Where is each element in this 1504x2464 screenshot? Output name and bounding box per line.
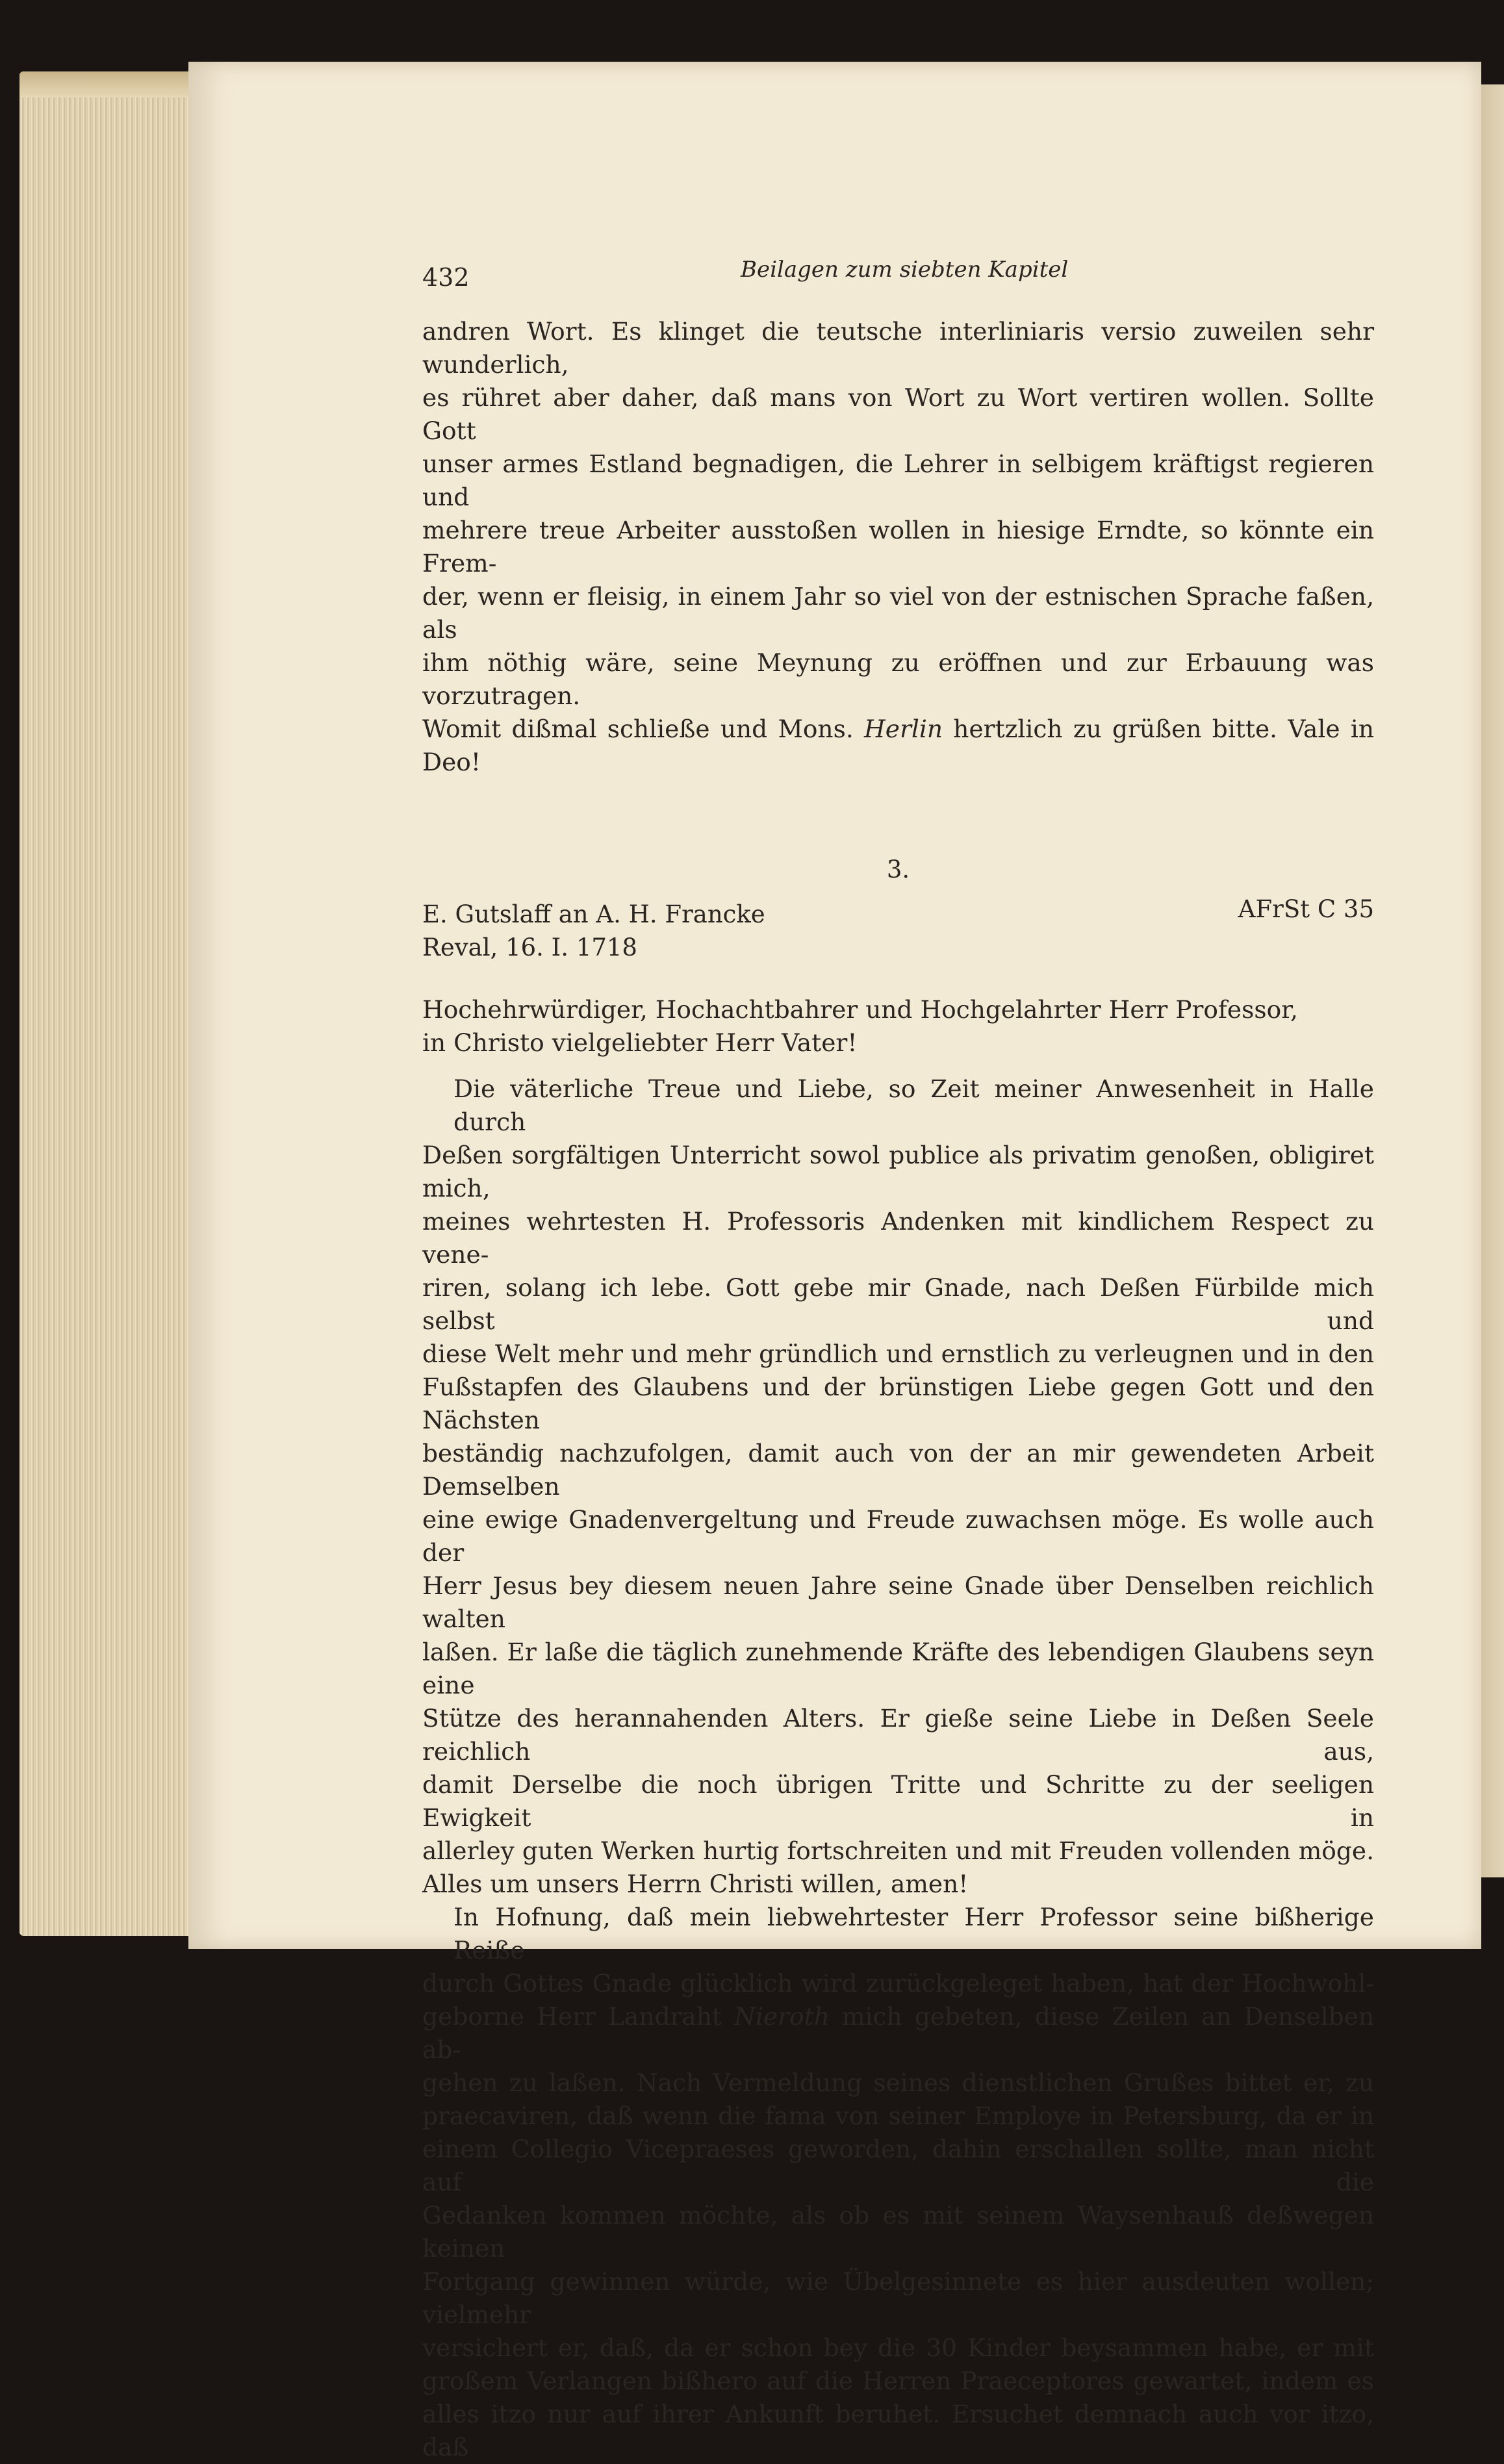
text-line: der, wenn er fleisig, in einem Jahr so viel von der estnischen Sprache faßen, als (422, 582, 1374, 644)
text-line: laßen. Er laße die täglich zunehmende Kräfte des lebendigen Glaubens seyn eine (422, 1638, 1374, 1699)
text-line: diese Welt mehr und mehr gründlich und ernstlich zu verleugnen und in den (422, 1340, 1374, 1368)
text-line: praecaviren, daß wenn die fama von seiner Employe in Petersburg, da er in (422, 2102, 1374, 2130)
page-number: 432 (422, 263, 470, 292)
text-line: Die väterliche Treue und Liebe, so Zeit meiner Anwesenheit in Halle durch (453, 1074, 1374, 1136)
text-line: meines wehrtesten H. Professoris Andenken mit kindlichem Respect zu vene- (422, 1207, 1374, 1269)
text-line: Deßen sorgfältigen Unterricht sowol publice als privatim genoßen, obligiret mich, (422, 1141, 1374, 1202)
text-line: einem Collegio Vicepraeses geworden, dahin erschallen sollte, man nicht auf die (422, 2135, 1374, 2196)
text-line: gehen zu laßen. Nach Vermeldung seines dienstlichen Grußes bittet er, zu (422, 2068, 1374, 2097)
text-segment: geborne Herr Landraht (422, 2002, 735, 2031)
text-segment: hertzlich zu grüßen bitte. Vale in Deo! (422, 715, 1374, 776)
text-line: unser armes Estland begnadigen, die Lehrer in selbigem kräftigst regieren und (422, 450, 1374, 511)
letter-paragraph (422, 1073, 1374, 1901)
text-line: Gedanken kommen möchte, als ob es mit seinem Waysenhauß deßwegen keinen (422, 2201, 1374, 2263)
text-line: riren, solang ich lebe. Gott gebe mir Gnade, nach Deßen Fürbilde mich selbst und (422, 1273, 1374, 1335)
text-line: andren Wort. Es klinget die teutsche interliniaris versio zuweilen sehr wunderlich, (422, 317, 1374, 379)
text-line: ihm nöthig wäre, seine Meynung zu eröffnen und zur Erbauung was vorzutragen. (422, 648, 1374, 710)
letter-number: 3. (886, 856, 910, 883)
text-line: Alles um unsers Herrn Christi willen, amen! (422, 1870, 969, 1898)
text-line (422, 2000, 1374, 2066)
italic-name: Nieroth (734, 2002, 830, 2031)
text-line: alles itzo nur auf ihrer Ankunft beruhet. Ersuchet demnach auch vor itzo, daß (422, 2400, 1374, 2461)
running-head (422, 257, 1374, 292)
book-page-edges-top (19, 71, 214, 97)
text-line: großem Verlangen bißhero auf die Herren Praeceptores gewartet, indem es (422, 2367, 1374, 2395)
continuation-paragraph (422, 315, 1374, 779)
text-line: beständig nachzufolgen, damit auch von der an mir gewendeten Arbeit Demselben (422, 1439, 1374, 1501)
italic-name: Herlin (864, 715, 943, 743)
text-line: eine ewige Gnadenvergeltung und Freude zuwachsen möge. Es wolle auch der (422, 1505, 1374, 1567)
salutation-line: Hochehrwürdiger, Hochachtbahrer und Hochgelahrter Herr Professor, (422, 995, 1298, 1024)
text-line: Fortgang gewinnen würde, wie Übelgesinnete es hier ausdeuten wollen; vielmehr (422, 2267, 1374, 2329)
text-segment: Womit dißmal schließe und Mons. (422, 715, 865, 743)
salutation (422, 993, 1374, 1060)
text-line: versichert er, daß, da er schon bey die 30 Kinder beysammen habe, er mit (422, 2333, 1374, 2362)
archive-reference: AFrSt C 35 (1238, 895, 1374, 923)
text-segment: mich gebeten, diese Zeilen an Denselben ab- (422, 2002, 1374, 2064)
page-text (422, 257, 1374, 2464)
letter-place-date: Reval, 16. I. 1718 (422, 934, 637, 961)
text-line: Fußstapfen des Glaubens und der brünstigen Liebe gegen Gott und den Nächsten (422, 1373, 1374, 1434)
text-line: mehrere treue Arbeiter ausstoßen wollen in hiesige Erndte, so könnte ein Frem- (422, 516, 1374, 578)
salutation-line: in Christo vielgeliebter Herr Vater! (422, 1028, 858, 1057)
text-line (422, 713, 1374, 779)
letter-paragraph (422, 1901, 1374, 2464)
running-title: Beilagen zum siebten Kapitel (741, 257, 1069, 283)
book-page-edges (19, 71, 214, 1936)
text-line: allerley guten Werken hurtig fortschreiten und mit Freuden vollenden möge. (422, 1836, 1374, 1865)
letter-header (422, 895, 1374, 966)
text-line: Herr Jesus bey diesem neuen Jahre seine Gnade über Denselben reichlich walten (422, 1571, 1374, 1633)
letter-sender-recipient: E. Gutslaff an A. H. Francke (422, 900, 765, 928)
text-line: es rühret aber daher, daß mans von Wort zu Wort vertiren wollen. Sollte Gott (422, 383, 1374, 445)
text-line: In Hofnung, daß mein liebwehrtester Herr Professor seine bißherige Reiße (453, 1903, 1374, 1964)
text-line: damit Derselbe die noch übrigen Tritte und Schritte zu der seeligen Ewigkeit in (422, 1770, 1374, 1832)
text-line: durch Gottes Gnade glücklich wird zurückgeleget haben, hat der Hochwohl- (422, 1969, 1374, 1998)
text-line: Stütze des herannahenden Alters. Er gieße seine Liebe in Deßen Seele reichlich aus, (422, 1704, 1374, 1766)
